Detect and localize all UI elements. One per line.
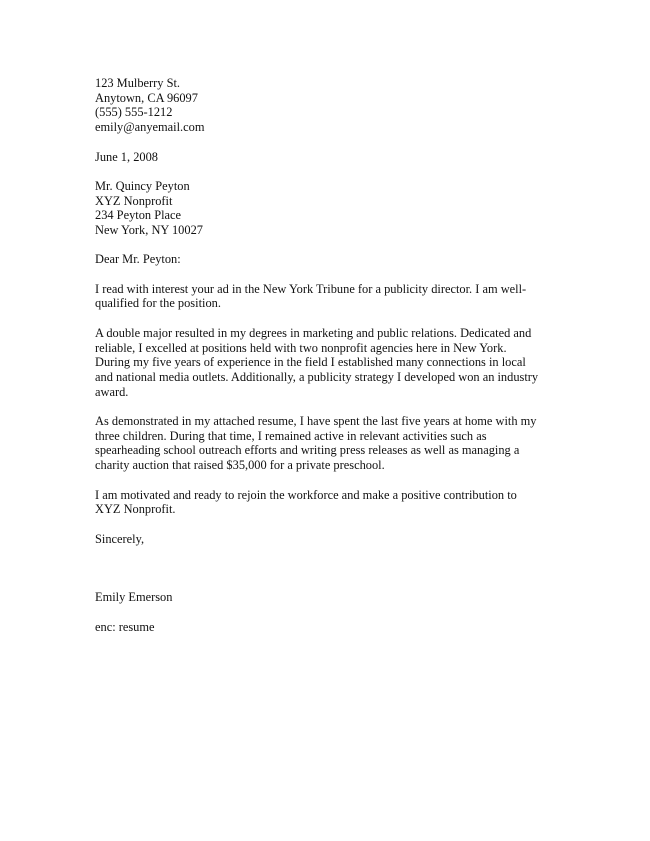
paragraph-line: I read with interest your ad in the New York Tribune for a publicity director. I am well- — [95, 281, 527, 296]
spacer — [95, 135, 555, 150]
paragraph-line: charity auction that raised $35,000 for a private preschool. — [95, 458, 385, 473]
paragraph-line: spearheading school outreach efforts and writing press releases as well as managing a — [95, 443, 520, 458]
paragraph-line: A double major resulted in my degrees in marketing and public relations. Dedicated and — [95, 325, 532, 340]
body-paragraph-1 — [95, 282, 555, 311]
sender-address — [95, 76, 555, 135]
paragraph-line: award. — [95, 384, 129, 399]
salutation: Dear Mr. Peyton: — [95, 252, 181, 267]
body-paragraph-4 — [95, 488, 555, 517]
recipient-city-line: New York, NY 10027 — [95, 223, 203, 237]
recipient-name: Mr. Quincy Peyton — [95, 178, 190, 193]
spacer — [95, 399, 555, 414]
paragraph-line: I am motivated and ready to rejoin the workforce and make a positive contribution to — [95, 487, 517, 502]
letter-date: June 1, 2008 — [95, 149, 158, 164]
sender-street: 123 Mulberry St. — [95, 76, 181, 90]
paragraph-line: As demonstrated in my attached resume, I have spent the last five years at home with my — [95, 414, 537, 429]
recipient-street: 234 Peyton Place — [95, 208, 182, 223]
paragraph-line: qualified for the position. — [95, 296, 221, 311]
spacer — [95, 473, 555, 488]
spacer — [95, 517, 555, 532]
body-paragraph-3 — [95, 414, 555, 473]
paragraph-line: three children. During that time, I remained active in relevant activities such as — [95, 428, 487, 443]
spacer — [95, 267, 555, 282]
sender-email: emily@anyemail.com — [95, 120, 205, 135]
sender-city-line: Anytown, CA 96097 — [95, 90, 198, 105]
body-paragraph-2 — [95, 326, 555, 400]
recipient-organization: XYZ Nonprofit — [95, 193, 173, 208]
cover-letter — [95, 76, 555, 634]
paragraph-line: XYZ Nonprofit. — [95, 502, 176, 517]
spacer — [95, 605, 555, 620]
recipient-address — [95, 179, 555, 238]
spacer — [95, 311, 555, 326]
paragraph-line: reliable, I excelled at positions held with two nonprofit agencies here in New York. — [95, 340, 507, 355]
paragraph-line: During my five years of experience in the field I established many connections in local — [95, 355, 526, 370]
enclosure-note: enc: resume — [95, 619, 155, 634]
spacer — [95, 238, 555, 253]
paragraph-line: and national media outlets. Additionally, a publicity strategy I developed won an industry — [95, 369, 539, 384]
signature-name: Emily Emerson — [95, 590, 173, 605]
closing: Sincerely, — [95, 531, 145, 546]
sender-phone: (555) 555-1212 — [95, 105, 173, 120]
signature-space — [95, 546, 555, 590]
spacer — [95, 164, 555, 179]
